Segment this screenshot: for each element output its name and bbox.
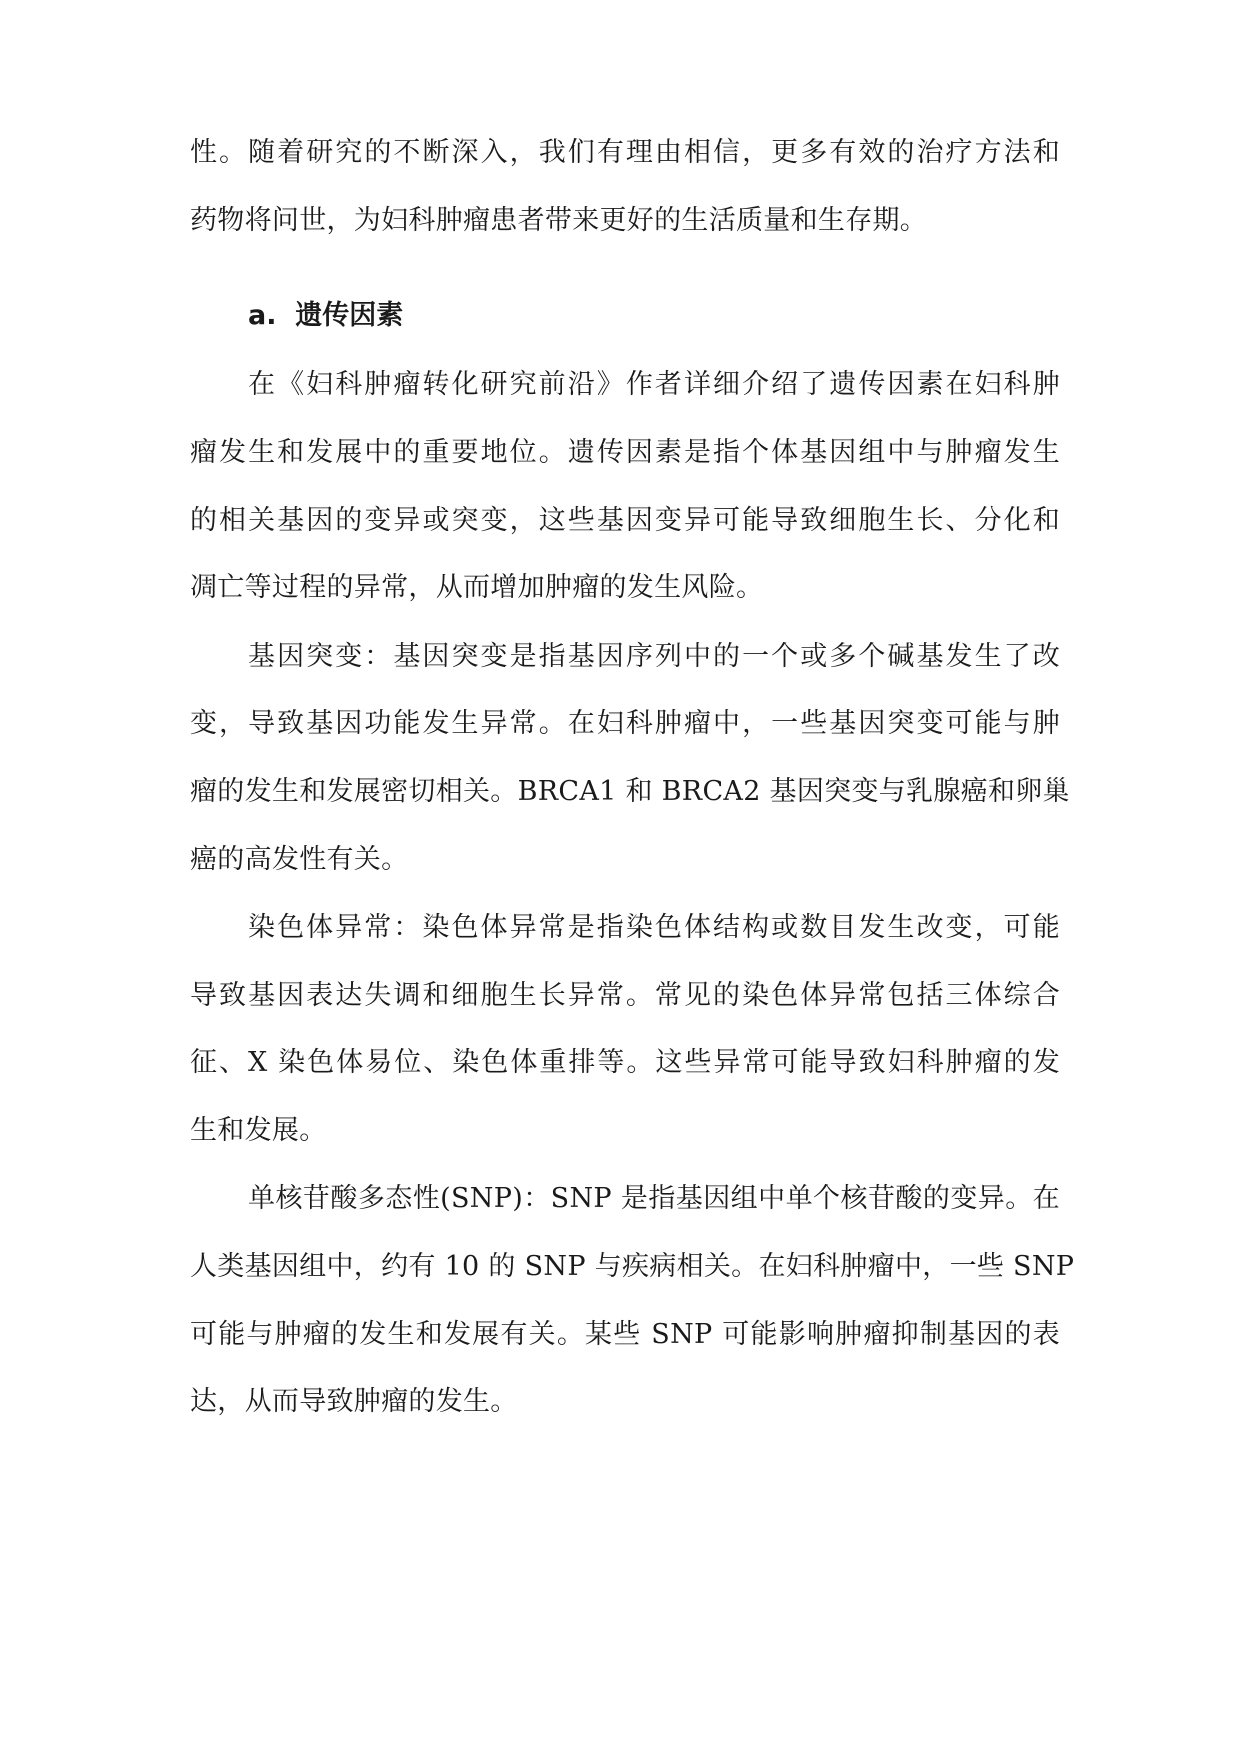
intro-line-2: 药物将问世，为妇科肿瘤患者带来更好的生活质量和生存期。 — [190, 205, 928, 236]
paragraph-3-line-2: 导致基因表达失调和细胞生长异常。常见的染色体异常包括三体综合 — [190, 980, 1060, 1011]
section-marker: a. — [248, 300, 277, 331]
paragraph-1-line-2: 瘤发生和发展中的重要地位。遗传因素是指个体基因组中与肿瘤发生 — [190, 437, 1060, 468]
section-title: 遗传因素 — [295, 300, 404, 331]
paragraph-2-line-2: 变，导致基因功能发生异常。在妇科肿瘤中，一些基因突变可能与肿 — [190, 708, 1060, 739]
paragraph-1-line-4: 凋亡等过程的异常，从而增加肿瘤的发生风险。 — [190, 572, 764, 603]
paragraph-2-line-3: 瘤的发生和发展密切相关。BRCA1 和 BRCA2 基因突变与乳腺癌和卵巢 — [190, 776, 1070, 807]
intro-line-1: 性。随着研究的不断深入，我们有理由相信，更多有效的治疗方法和 — [190, 137, 1060, 168]
section-heading — [248, 296, 403, 336]
paragraph-3-line-3: 征、X 染色体易位、染色体重排等。这些异常可能导致妇科肿瘤的发 — [190, 1047, 1060, 1078]
paragraph-1-line-3: 的相关基因的变异或突变，这些基因变异可能导致细胞生长、分化和 — [190, 505, 1060, 536]
paragraph-3-line-1: 染色体异常：染色体异常是指染色体结构或数目发生改变，可能 — [248, 912, 1060, 943]
paragraph-3-line-4: 生和发展。 — [190, 1115, 327, 1146]
paragraph-4-line-3: 可能与肿瘤的发生和发展有关。某些 SNP 可能影响肿瘤抑制基因的表 — [190, 1319, 1060, 1350]
paragraph-4-line-4: 达，从而导致肿瘤的发生。 — [190, 1386, 518, 1417]
paragraph-4-line-2: 人类基因组中，约有 10 的 SNP 与疾病相关。在妇科肿瘤中，一些 SNP — [190, 1251, 1075, 1282]
paragraph-4-line-1: 单核苷酸多态性(SNP)：SNP 是指基因组中单个核苷酸的变异。在 — [248, 1183, 1060, 1214]
paragraph-2-line-1: 基因突变：基因突变是指基因序列中的一个或多个碱基发生了改 — [248, 641, 1060, 672]
paragraph-1-line-1: 在《妇科肿瘤转化研究前沿》作者详细介绍了遗传因素在妇科肿 — [248, 369, 1060, 400]
paragraph-2-line-4: 癌的高发性有关。 — [190, 844, 409, 875]
